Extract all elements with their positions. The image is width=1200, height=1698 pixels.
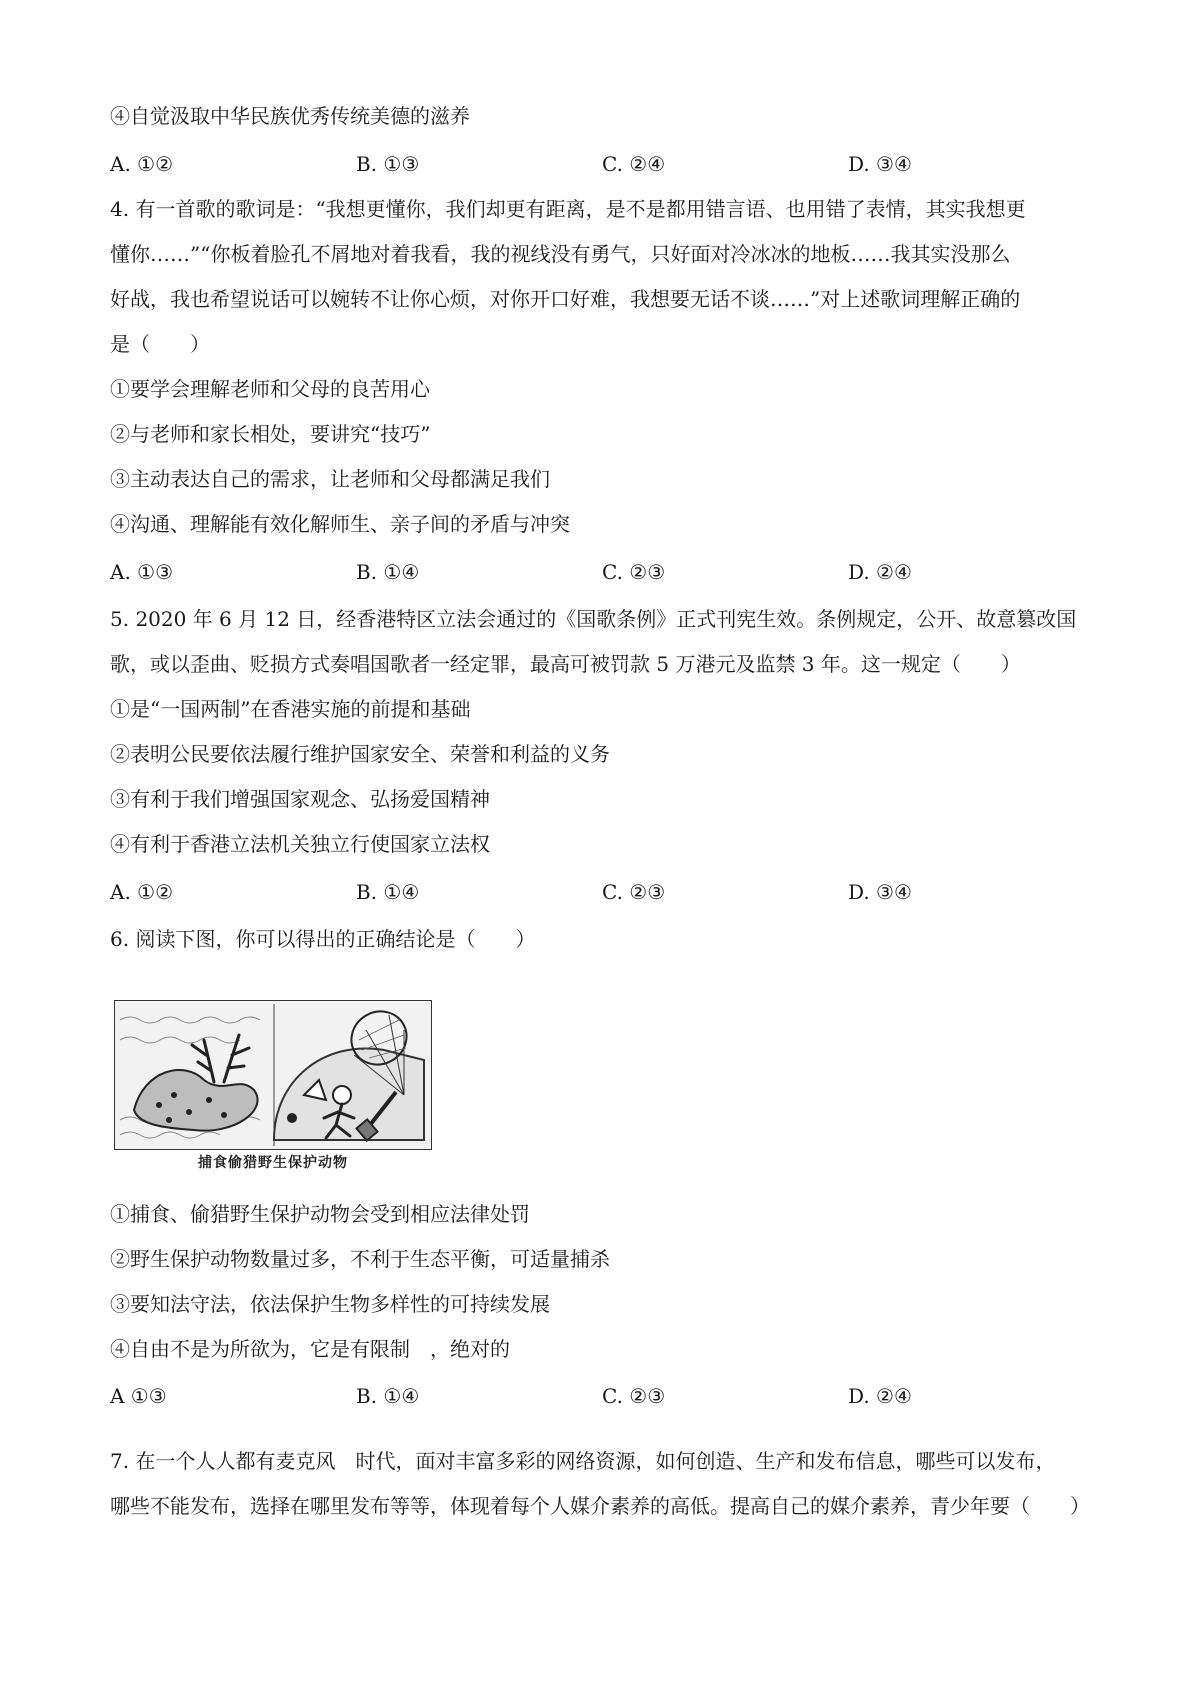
q5-item-4: ④有利于香港立法机关独立行使国家立法权: [110, 832, 490, 856]
q3-option-c: C. ②④: [602, 152, 666, 176]
q4-option-c: C. ②③: [602, 560, 666, 584]
q4-item-4: ④沟通、理解能有效化解师生、亲子间的矛盾与冲突: [110, 512, 570, 536]
q4-item-1: ①要学会理解老师和父母的良苦用心: [110, 377, 430, 401]
q6-option-d: D. ②④: [848, 1384, 912, 1408]
q4-option-d: D. ②④: [848, 560, 912, 584]
q4-stem-line-4: 是（ ）: [110, 332, 210, 356]
q5-stem-line-2: 歌，或以歪曲、贬损方式奏唱国歌者一经定罪，最高可被罚款 5 万港元及监禁 3 年。这一规定（ ）: [110, 652, 1021, 676]
q6-options: [110, 1382, 1100, 1410]
q4-item-2: ②与老师和家长相处，要讲究“技巧”: [110, 422, 431, 446]
q5-item-3: ③有利于我们增强国家观念、弘扬爱国精神: [110, 787, 490, 811]
q4-options: [110, 558, 1100, 586]
q6-option-b: B. ①④: [356, 1384, 420, 1408]
q3-option-a: A. ①②: [110, 152, 174, 176]
q5-option-a: A. ①②: [110, 880, 174, 904]
q5-item-1: ①是“一国两制”在香港实施的前提和基础: [110, 697, 471, 721]
q6-stem: 6. 阅读下图，你可以得出的正确结论是（ ）: [110, 927, 536, 951]
q6-option-c: C. ②③: [602, 1384, 666, 1408]
q5-option-c: C. ②③: [602, 880, 666, 904]
q5-option-d: D. ③④: [848, 880, 912, 904]
q6-item-4: ④自由不是为所欲为，它是有限制 ，绝对的: [110, 1337, 510, 1361]
q4-option-a: A. ①③: [110, 560, 174, 584]
q3-option-b: B. ①③: [356, 152, 420, 176]
q5-option-b: B. ①④: [356, 880, 420, 904]
q3-option-d: D. ③④: [848, 152, 912, 176]
q4-item-3: ③主动表达自己的需求，让老师和父母都满足我们: [110, 467, 550, 491]
q7-stem-line-2: 哪些不能发布，选择在哪里发布等等，体现着每个人媒介素养的高低。提高自己的媒介素养，青少年要（ ）: [110, 1494, 1090, 1518]
q4-option-b: B. ①④: [356, 560, 420, 584]
q5-options: [110, 878, 1100, 906]
q5-item-2: ②表明公民要依法履行维护国家安全、荣誉和利益的义务: [110, 742, 610, 766]
figure-caption: 捕食偷猎野生保护动物: [198, 1155, 348, 1171]
q6-option-a: A ①③: [110, 1384, 167, 1408]
poaching-cartoon-image: [114, 1000, 432, 1150]
q5-stem-line-1: 5. 2020 年 6 月 12 日，经香港特区立法会通过的《国歌条例》正式刊宪生效。条例规定，公开、故意篡改国: [110, 607, 1077, 631]
q6-item-2: ②野生保护动物数量过多，不利于生态平衡，可适量捕杀: [110, 1247, 610, 1271]
q4-stem-line-2: 懂你……”“你板着脸孔不屑地对着我看，我的视线没有勇气，只好面对冷冰冰的地板……我其实没那么: [110, 242, 1011, 266]
q4-stem-line-1: 4. 有一首歌的歌词是：“我想更懂你，我们却更有距离，是不是都用错言语、也用错了表情，其实我想更: [110, 197, 1026, 221]
q6-item-3: ③要知法守法，依法保护生物多样性的可持续发展: [110, 1292, 550, 1316]
q6-item-1: ①捕食、偷猎野生保护动物会受到相应法律处罚: [110, 1202, 530, 1226]
q3-options: [110, 150, 1100, 178]
q4-stem-line-3: 好战，我也希望说话可以婉转不让你心烦，对你开口好难，我想要无话不谈……”对上述歌词理解正确的: [110, 287, 1021, 311]
q7-stem-line-1: 7. 在一个人人都有麦克风 时代，面对丰富多彩的网络资源，如何创造、生产和发布信息，哪些可以发布，: [110, 1449, 1056, 1473]
q3-item-4: ④自觉汲取中华民族优秀传统美德的滋养: [110, 104, 470, 128]
